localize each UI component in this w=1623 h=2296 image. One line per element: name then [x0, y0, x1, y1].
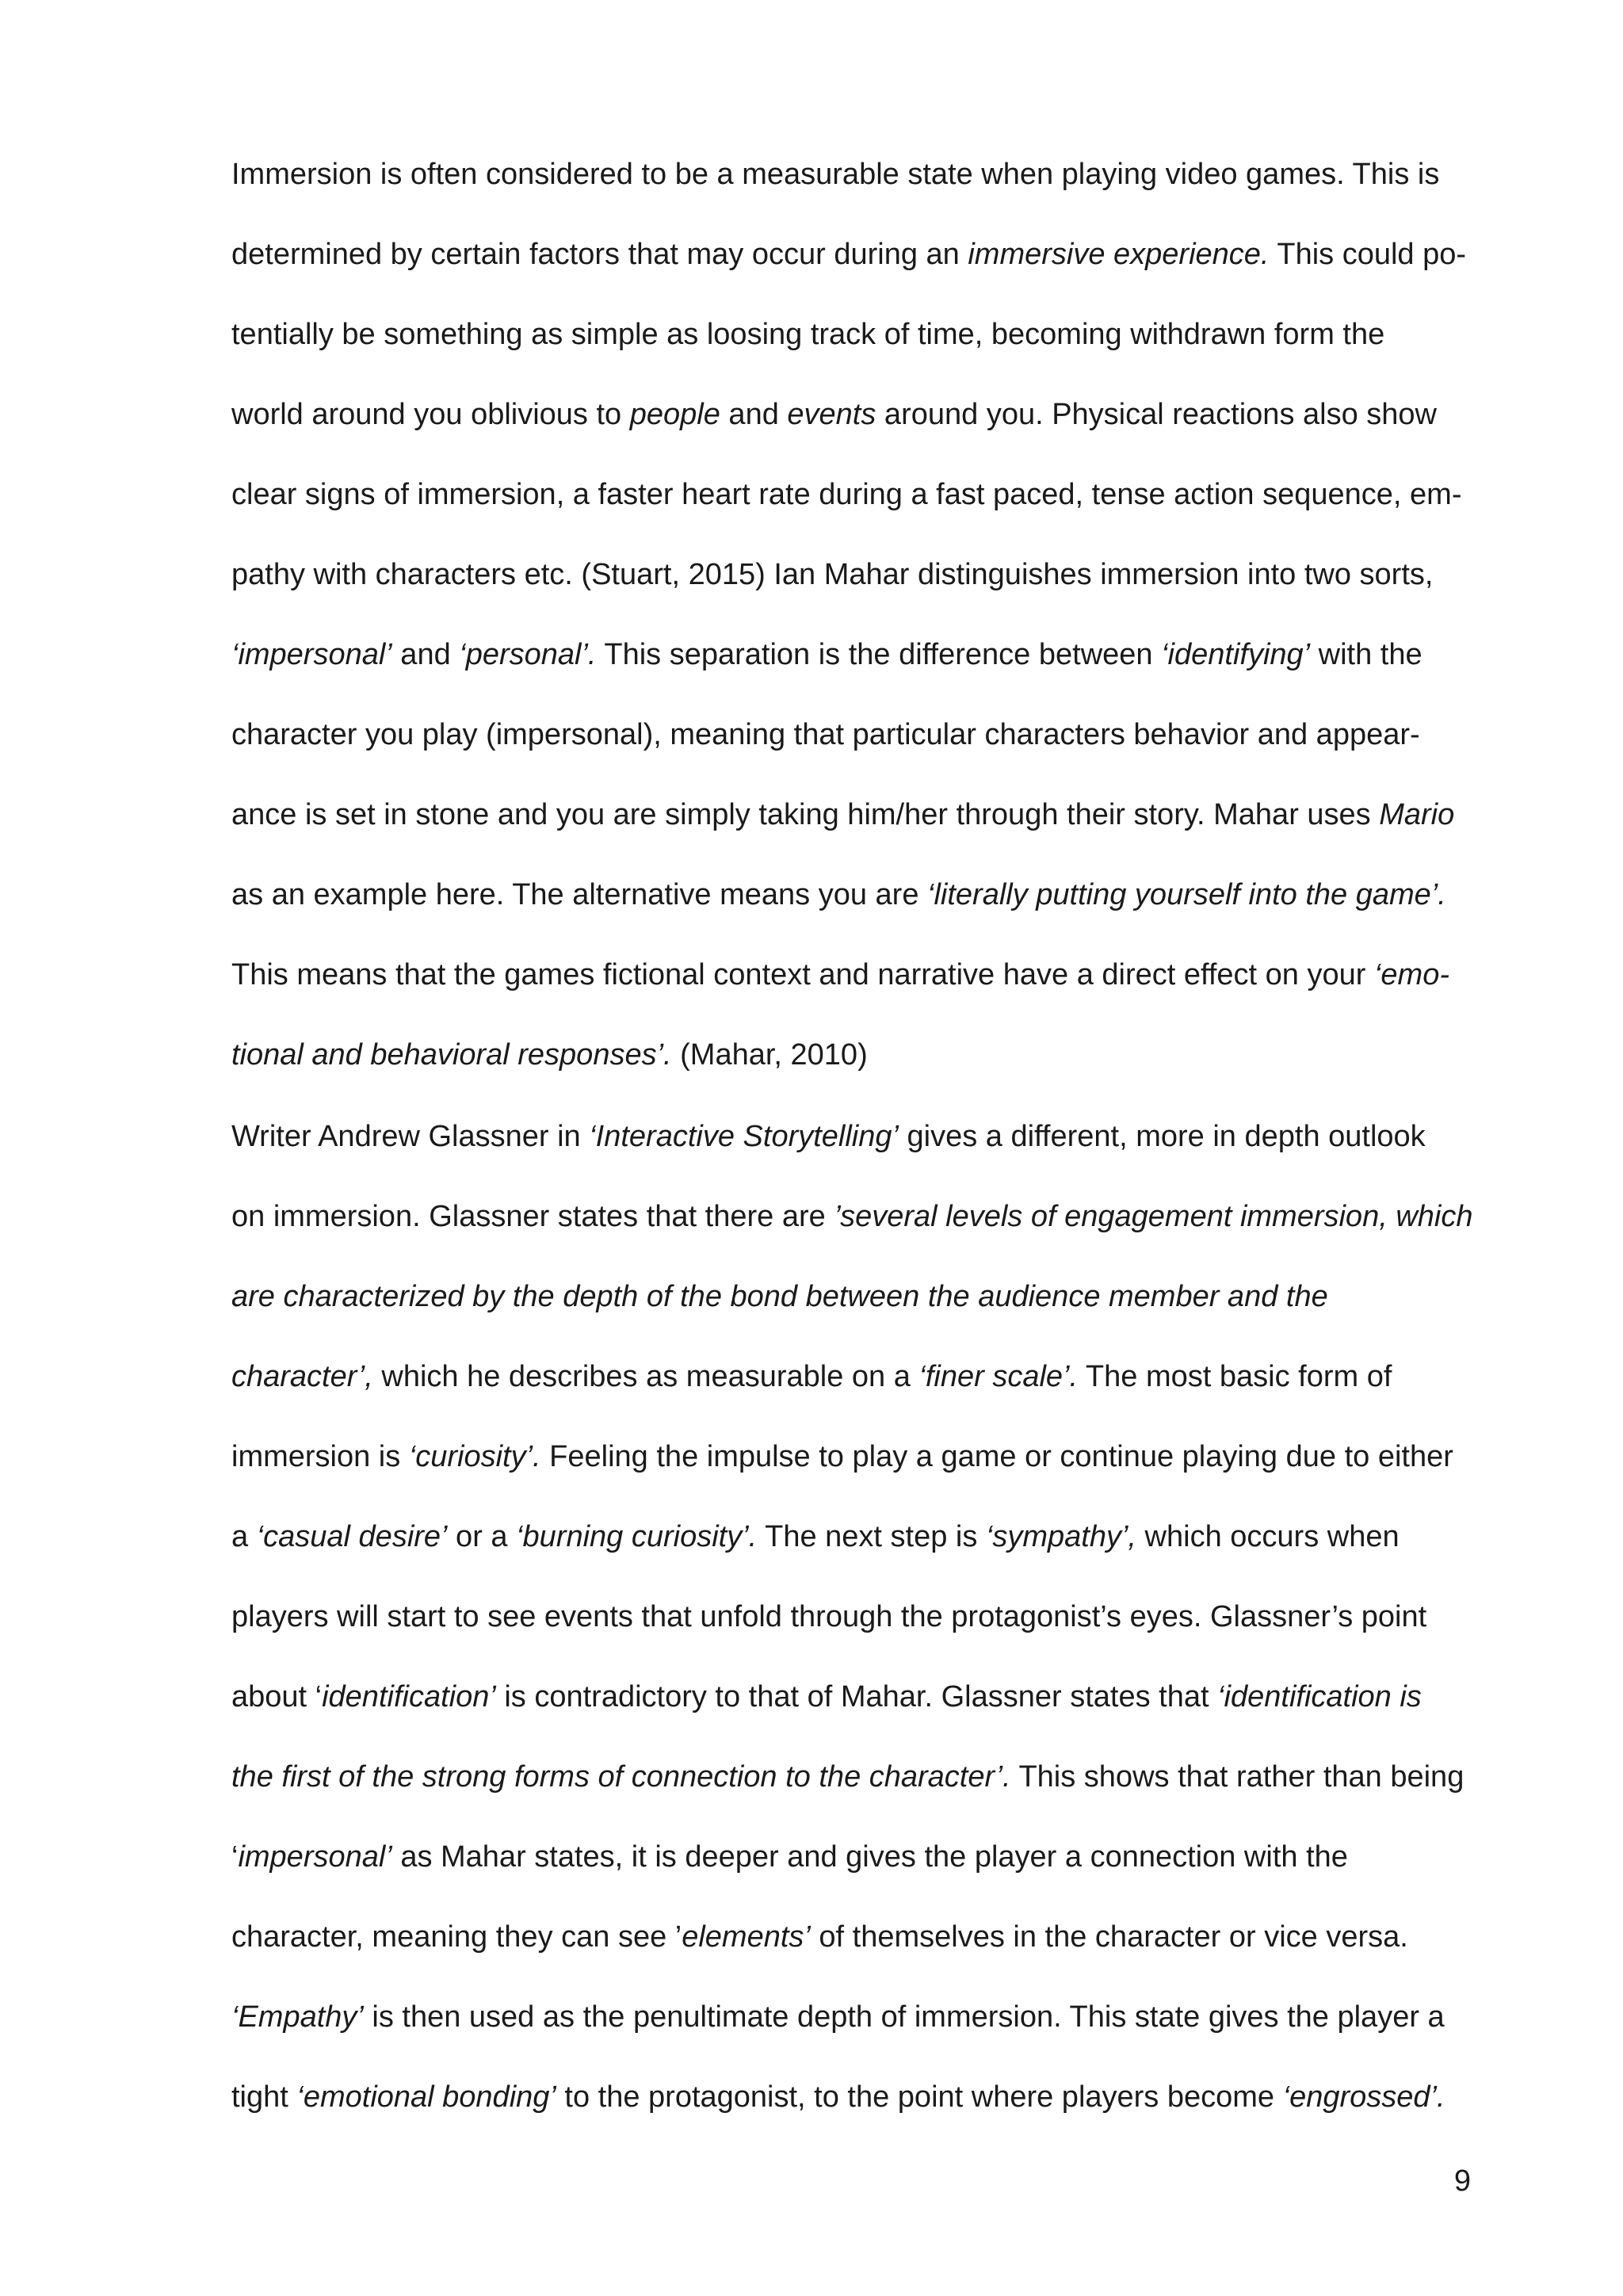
text-run: Writer Andrew Glassner in	[231, 1120, 590, 1153]
text-line	[231, 1097, 1472, 1177]
italic-text-run: ‘emo-	[1373, 958, 1450, 991]
text-line	[231, 855, 1472, 935]
text-line	[231, 295, 1472, 375]
text-line	[231, 1817, 1472, 1897]
text-run: tight	[231, 2080, 297, 2114]
page-number: 9	[1453, 2164, 1471, 2198]
text-run: Feeling the impulse to play a game or continue playing due to either	[540, 1440, 1453, 1473]
text-line	[231, 1577, 1472, 1657]
text-run: and	[720, 398, 788, 431]
text-run: This means that the games fictional context and narrative have a direct effect on your	[231, 958, 1374, 991]
text-line	[231, 1737, 1472, 1817]
text-run: The most basic form of	[1078, 1360, 1392, 1393]
text-run: as Mahar states, it is deeper and gives the player a connection with the	[391, 1840, 1348, 1874]
text-run: This separation is the difference between	[596, 638, 1162, 671]
italic-text-run: ‘casual desire’	[256, 1520, 448, 1553]
text-run: character you play (impersonal), meaning that particular characters behavior and appear-	[231, 718, 1420, 751]
text-run: ance is set in stone and you are simply taking him/her through their story. Mahar uses	[231, 798, 1380, 831]
text-line	[231, 615, 1472, 695]
italic-text-run: ‘curiosity’.	[408, 1440, 541, 1473]
text-run: ‘	[231, 1840, 239, 1874]
text-line	[231, 215, 1472, 295]
text-line	[231, 1177, 1472, 1257]
italic-text-run: ‘personal’.	[459, 638, 597, 671]
text-run: is then used as the penultimate depth of immersion. This state gives the player a	[363, 2000, 1445, 2034]
text-run: or a	[447, 1520, 517, 1553]
text-line	[231, 1417, 1472, 1497]
text-run: This could po-	[1269, 238, 1467, 271]
text-run: which he describes as measurable on a	[372, 1360, 919, 1393]
text-run: about ‘	[231, 1680, 323, 1713]
text-line	[231, 1897, 1472, 1977]
italic-text-run: immersive experience.	[968, 238, 1270, 271]
text-run: on immersion. Glassner states that there are	[231, 1200, 834, 1233]
italic-text-run: ‘Empathy’	[231, 2000, 364, 2034]
text-run: clear signs of immersion, a faster heart rate during a fast paced, tense action sequence, em-	[231, 478, 1462, 511]
text-line	[231, 455, 1472, 535]
text-run: as an example here. The alternative means you are	[231, 878, 928, 911]
text-line	[231, 1657, 1472, 1737]
italic-text-run: ‘engrossed’.	[1282, 2080, 1445, 2114]
italic-text-run: impersonal’	[238, 1840, 392, 1874]
italic-text-run: ‘Interactive Storytelling’	[589, 1120, 899, 1153]
italic-text-run: elements’	[682, 1920, 811, 1954]
italic-text-run: ‘identifying’	[1161, 638, 1311, 671]
text-run: of themselves in the character or vice versa.	[810, 1920, 1408, 1954]
text-line	[231, 1497, 1472, 1577]
italic-text-run: ‘burning curiosity’.	[516, 1520, 758, 1553]
italic-text-run: people	[629, 398, 720, 431]
italic-text-run: events	[787, 398, 876, 431]
text-line	[231, 775, 1472, 855]
text-run: players will start to see events that unfold through the protagonist’s eyes. Glassner’s point	[231, 1600, 1427, 1633]
italic-text-run: the first of the strong forms of connection to the character’.	[231, 1760, 1011, 1794]
text-line	[231, 535, 1472, 615]
italic-text-run: identification’	[322, 1680, 496, 1713]
italic-text-run: ‘emotional bonding’	[296, 2080, 556, 2114]
italic-text-run: ’several levels of engagement immersion, which	[834, 1200, 1473, 1233]
text-line	[231, 935, 1472, 1015]
text-run: tentially be something as simple as loosing track of time, becoming withdrawn form the	[231, 318, 1385, 351]
text-run: with the	[1310, 638, 1423, 671]
text-run: Immersion is often considered to be a measurable state when playing video games. This is	[231, 158, 1440, 191]
text-run: determined by certain factors that may occur during an	[231, 238, 968, 271]
italic-text-run: ‘identification is	[1217, 1680, 1422, 1713]
text-run: world around you oblivious to	[231, 398, 630, 431]
text-run: a	[231, 1520, 257, 1553]
italic-text-run: tional and behavioral responses’.	[231, 1038, 672, 1072]
text-run: to the protagonist, to the point where players become	[556, 2080, 1283, 2114]
text-run: This shows that rather than being	[1010, 1760, 1465, 1794]
text-line	[231, 1015, 1472, 1095]
text-run: immersion is	[231, 1440, 409, 1473]
italic-text-run: Mario	[1379, 798, 1455, 831]
text-line	[231, 1257, 1472, 1337]
text-run: The next step is	[757, 1520, 986, 1553]
italic-text-run: are characterized by the depth of the bond between the audience member and the	[231, 1280, 1328, 1313]
italic-text-run: character’,	[231, 1360, 373, 1393]
text-run: character, meaning they can see ’	[231, 1920, 682, 1954]
text-run: and	[391, 638, 460, 671]
italic-text-run: ‘impersonal’	[231, 638, 392, 671]
text-line	[231, 375, 1472, 455]
italic-text-run: ‘sympathy’,	[985, 1520, 1136, 1553]
italic-text-run: ‘finer scale’.	[918, 1360, 1079, 1393]
text-run: is contradictory to that of Mahar. Glassner states that	[495, 1680, 1218, 1713]
text-line	[231, 695, 1472, 775]
text-run: around you. Physical reactions also show	[876, 398, 1437, 431]
text-run: gives a different, more in depth outlook	[898, 1120, 1426, 1153]
text-run: pathy with characters etc. (Stuart, 2015) Ian Mahar distinguishes immersion into two sorts,	[231, 558, 1434, 591]
text-line	[231, 2057, 1472, 2137]
text-run: (Mahar, 2010)	[671, 1038, 868, 1072]
italic-text-run: ‘literally putting yourself into the game’.	[927, 878, 1446, 911]
text-line	[231, 1337, 1472, 1417]
text-line	[231, 1977, 1472, 2057]
paragraph-glassner	[231, 1097, 1472, 2137]
paragraph-immersion-intro	[231, 135, 1472, 1095]
text-run: which occurs when	[1136, 1520, 1400, 1553]
text-line	[231, 135, 1472, 215]
